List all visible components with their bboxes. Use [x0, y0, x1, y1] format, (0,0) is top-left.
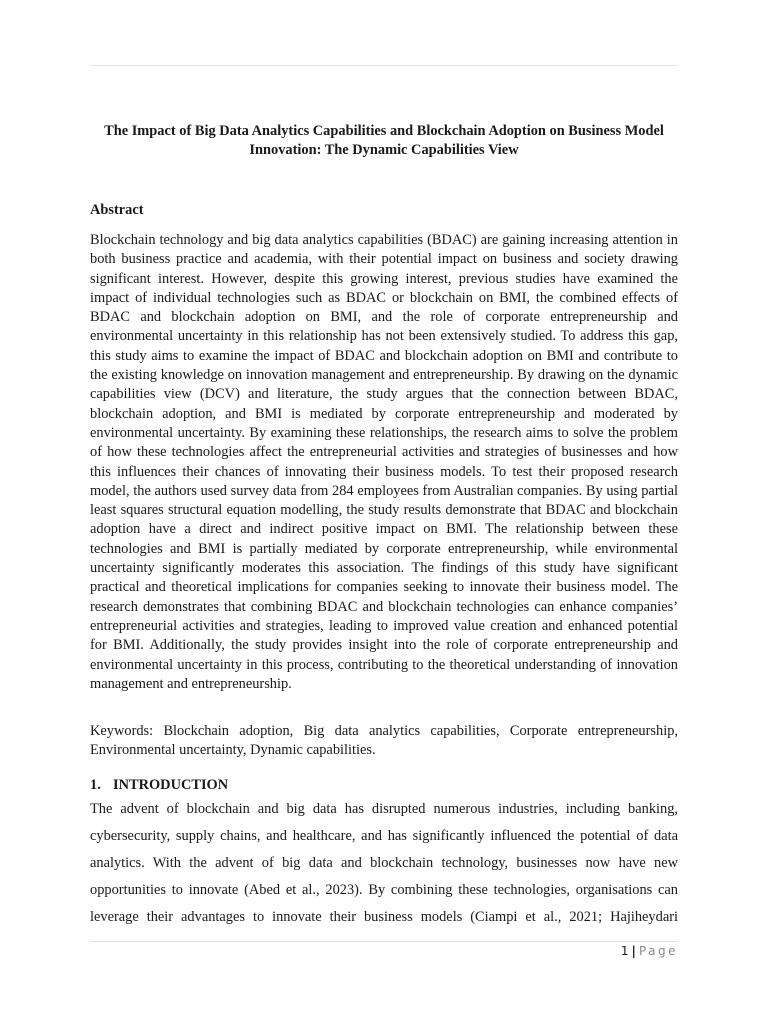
header-divider	[90, 65, 678, 66]
page-label: Page	[638, 944, 678, 958]
section-number: 1.	[90, 777, 101, 793]
page-footer	[621, 942, 678, 960]
page-number: 1	[620, 944, 629, 958]
introduction-text: The advent of blockchain and big data has disrupted numerous industries, including banking, cybersecurity, supply chains, and healthcare, and has significantly influenced the potential of data analytics. With the advent of big data and blockchain technology, businesses now have new opportunities to innovate (Abed et al., 2023). By combining these technologies, organisations can leverage their advantages to innovate their business models (Ciampi et al., 2021; Hajiheydari	[90, 801, 678, 925]
footer-divider	[90, 941, 678, 942]
paper-title: The Impact of Big Data Analytics Capabilities and Blockchain Adoption on Business Model Innovation: The Dynamic Capabilities View	[104, 123, 664, 158]
section-heading-introduction	[90, 776, 228, 795]
keywords-text: Keywords: Blockchain adoption, Big data analytics capabilities, Corporate entrepreneurship, Environmental uncertainty, Dynamic capabilities.	[90, 723, 678, 759]
section-title: INTRODUCTION	[113, 777, 229, 793]
abstract-text: Blockchain technology and big data analytics capabilities (BDAC) are gaining increasing attention in both business practice and academia, with their potential impact on business and society drawing significant interest. However, despite this growing interest, previous studies have examined the impact of individual technologies such as BDAC or blockchain on BMI, the combined effects of BDAC and blockchain adoption on BMI, and the role of corporate entrepreneurship and environmental uncertainty in this relationship has not been extensively studied. To address this gap, this study aims to examine the impact of BDAC and blockchain adoption on BMI and contribute to the existing knowledge on innovation management and entrepreneurship. By drawing on the dynamic capabilities view (DCV) and literature, the study argues that the connection between BDAC, blockchain adoption, and BMI is mediated by corporate entrepreneurship and moderated by environmental uncertainty. By examining these relationships, the research aims to solve the problem of how these technologies affect the entrepreneurial activities and strategies of businesses and how this influences their chances of innovating their business models. To test their proposed research model, the authors used survey data from 284 employees from Australian companies. By using partial least squares structural equation modelling, the study results demonstrate that BDAC and blockchain adoption have a direct and indirect positive impact on BMI. The relationship between these technologies and BMI is partially mediated by corporate entrepreneurship, while environmental uncertainty significantly moderates this association. The findings of this study have significant practical and theoretical implications for companies seeking to innovate their business model. The research demonstrates that combining BDAC and blockchain technologies can enhance companies’ entrepreneurial activities and strategies, leading to improved value creation and enhanced potential for BMI. Additionally, the study provides insight into the role of corporate entrepreneurship and environmental uncertainty in this process, contributing to the theoretical understanding of innovation management and entrepreneurship.	[90, 232, 678, 692]
footer-separator: |	[631, 944, 636, 958]
abstract-heading: Abstract	[90, 202, 144, 218]
